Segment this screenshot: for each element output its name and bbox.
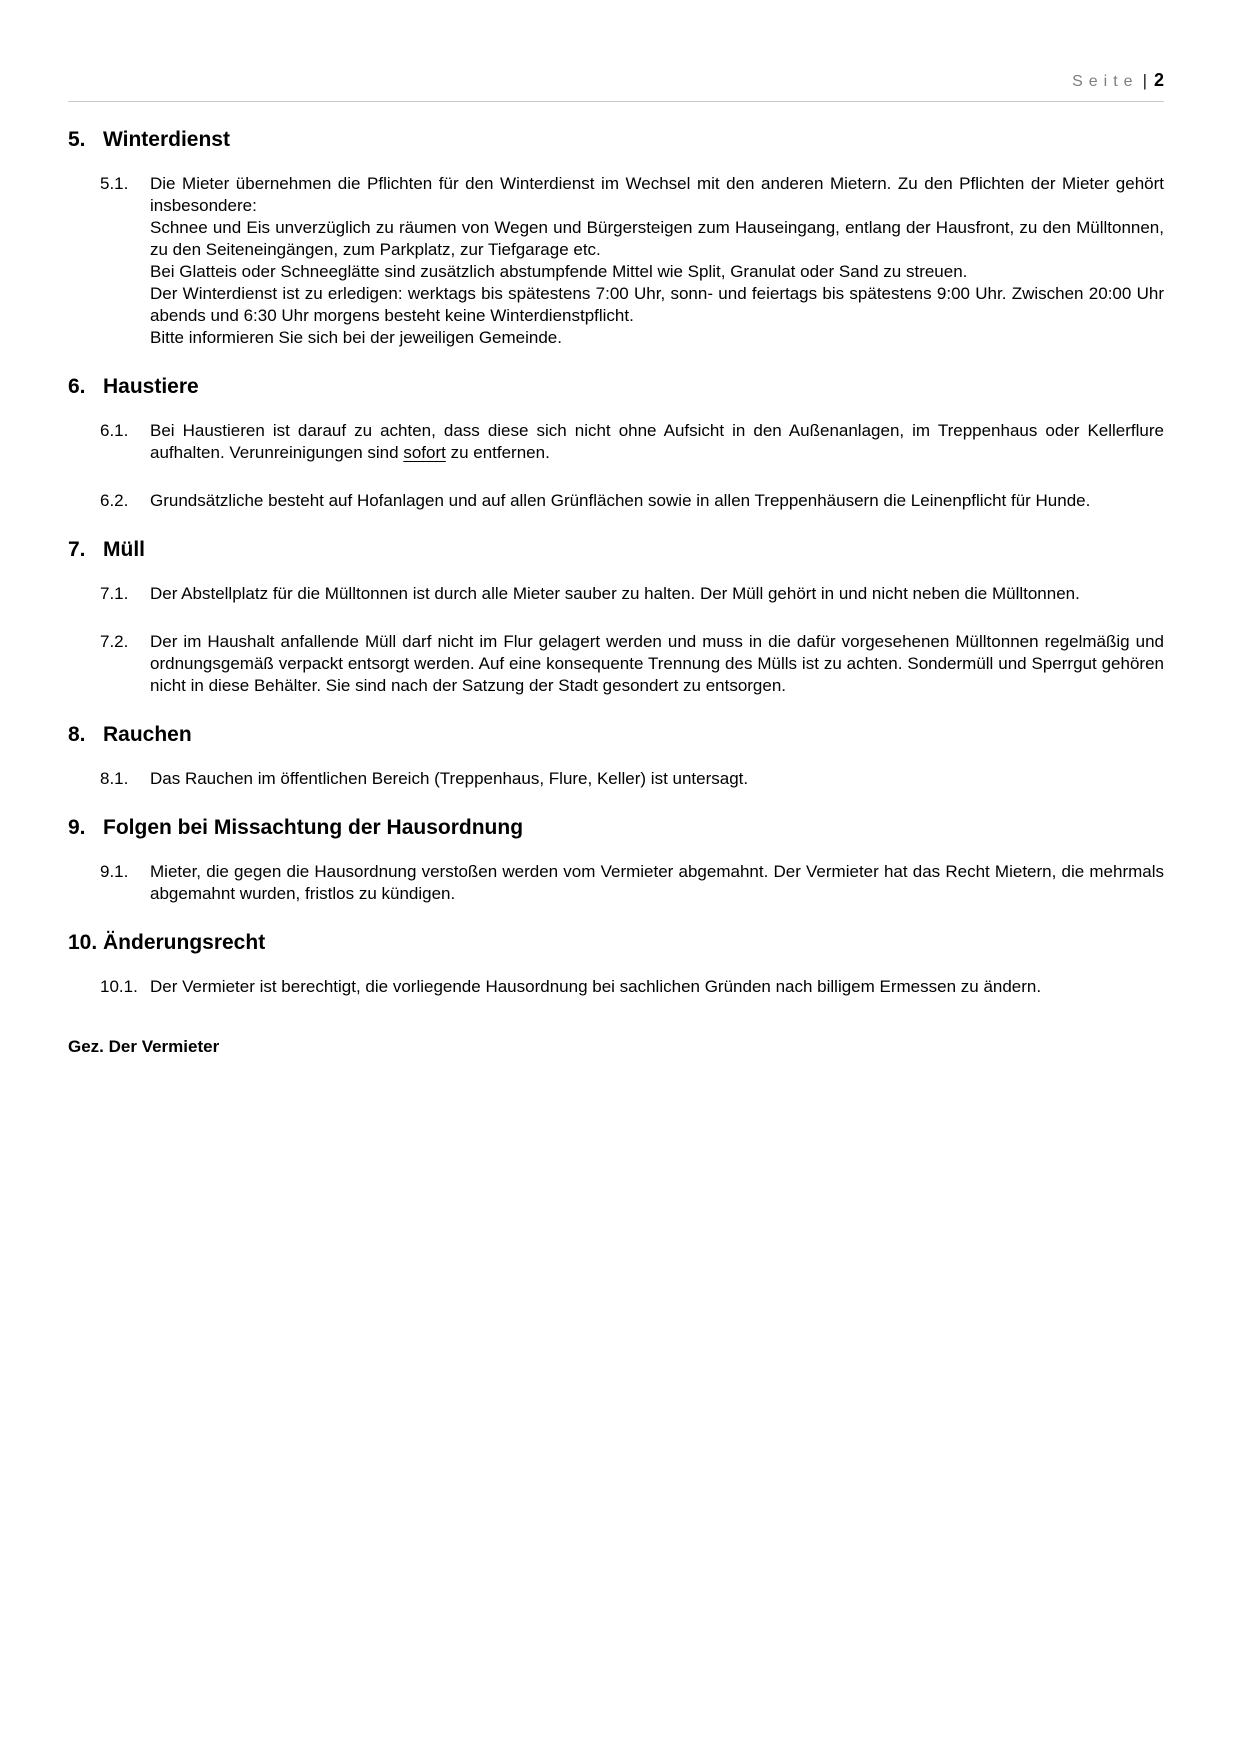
text-run: Der im Haushalt anfallende Müll darf nicht im Flur gelagert werden und muss in die dafür vorgesehenen Mülltonnen regelmäßig und ordnungsgemäß verpackt entsorgt werden. Auf eine konsequente Trennung des Mülls ist zu achten. Sondermüll und Sperrgut gehören nicht in diese Behälter. Sie sind nach der Satzung der Stadt gesondert zu entsorgen. (150, 632, 1164, 695)
text-run: Bitte informieren Sie sich bei der jeweiligen Gemeinde. (150, 328, 562, 347)
section-title: Folgen bei Missachtung der Hausordnung (103, 816, 524, 839)
item-number: 6.1. (100, 421, 129, 440)
list-item (100, 490, 1164, 512)
list-item (100, 768, 1164, 790)
text-run: Das Rauchen im öffentlichen Bereich (Treppenhaus, Flure, Keller) ist untersagt. (150, 769, 749, 788)
section (68, 816, 1164, 905)
item-text (150, 976, 1164, 998)
page-header-label: Seite (1072, 73, 1139, 90)
section (68, 128, 1164, 349)
section-title: Müll (103, 538, 145, 561)
section (68, 375, 1164, 512)
item-text-line (150, 976, 1164, 998)
list-item (100, 861, 1164, 905)
item-number: 5.1. (100, 174, 129, 193)
item-number: 7.1. (100, 584, 129, 603)
section-heading (68, 723, 1164, 747)
underlined-text: sofort (403, 443, 446, 462)
document-body (68, 128, 1164, 998)
item-text (150, 173, 1164, 349)
item-text-line (150, 173, 1164, 217)
item-text (150, 583, 1164, 605)
item-text (150, 631, 1164, 697)
item-text-line (150, 327, 1164, 349)
item-text-line (150, 861, 1164, 905)
section-title: Winterdienst (103, 128, 230, 151)
page-number: 2 (1153, 70, 1164, 90)
section (68, 723, 1164, 790)
item-text-line (150, 283, 1164, 327)
section-number: 8. (68, 723, 86, 746)
section-heading (68, 375, 1164, 399)
section-number: 5. (68, 128, 86, 151)
text-run: Die Mieter übernehmen die Pflichten für den Winterdienst im Wechsel mit den anderen Mietern. Zu den Pflichten der Mieter gehört insbesondere: (150, 174, 1164, 215)
text-run: Bei Glatteis oder Schneeglätte sind zusätzlich abstumpfende Mittel wie Split, Granulat oder Sand zu streuen. (150, 262, 968, 281)
item-number: 9.1. (100, 862, 129, 881)
list-item (100, 583, 1164, 605)
item-text-line (150, 490, 1164, 512)
item-text-line (150, 631, 1164, 697)
section-title: Rauchen (103, 723, 192, 746)
section-number: 7. (68, 538, 86, 561)
text-run: Mieter, die gegen die Hausordnung verstoßen werden vom Vermieter abgemahnt. Der Vermieter hat das Recht Mietern, die mehrmals abgemahnt wurden, fristlos zu kündigen. (150, 862, 1164, 903)
section-number: 6. (68, 375, 86, 398)
item-number: 10.1. (100, 977, 138, 996)
item-text (150, 490, 1164, 512)
section-number: 9. (68, 816, 86, 839)
list-item (100, 173, 1164, 349)
item-text-line (150, 583, 1164, 605)
item-number: 7.2. (100, 632, 129, 651)
page-header-separator: | (1142, 71, 1147, 90)
text-run: Der Vermieter ist berechtigt, die vorliegende Hausordnung bei sachlichen Gründen nach billigem Ermessen zu ändern. (150, 977, 1042, 996)
text-run: zu entfernen. (445, 443, 550, 462)
section (68, 931, 1164, 998)
section-heading (68, 931, 1164, 955)
list-item (100, 420, 1164, 464)
text-run: Der Winterdienst ist zu erledigen: werktags bis spätestens 7:00 Uhr, sonn- und feiertags bis spätestens 9:00 Uhr. Zwischen 20:00 Uhr abends und 6:30 Uhr morgens besteht keine Winterdienstpflicht. (150, 284, 1164, 325)
item-text (150, 861, 1164, 905)
signature-line: Gez. Der Vermieter (68, 1037, 220, 1056)
section-heading (68, 128, 1164, 152)
section-heading (68, 816, 1164, 840)
item-text-line (150, 768, 1164, 790)
item-text-line (150, 217, 1164, 261)
item-text (150, 420, 1164, 464)
section-heading (68, 538, 1164, 562)
list-item (100, 976, 1164, 998)
item-number: 8.1. (100, 769, 129, 788)
text-run: Der Abstellplatz für die Mülltonnen ist durch alle Mieter sauber zu halten. Der Müll gehört in und nicht neben die Mülltonnen. (150, 584, 1080, 603)
section-title: Änderungsrecht (103, 931, 266, 954)
item-number: 6.2. (100, 491, 129, 510)
page-header (68, 70, 1164, 102)
section-title: Haustiere (103, 375, 199, 398)
section-number: 10. (68, 931, 98, 954)
text-run: Schnee und Eis unverzüglich zu räumen von Wegen und Bürgersteigen zum Hauseingang, entlang der Hausfront, zu den Mülltonnen, zu den Seiteneingängen, zum Parkplatz, zur Tiefgarage etc. (150, 218, 1164, 259)
text-run: Bei Haustieren ist darauf zu achten, dass diese sich nicht ohne Aufsicht in den Außenanlagen, im Treppenhaus oder Kellerflure aufhalten. Verunreinigungen sind (150, 421, 1164, 462)
item-text-line (150, 261, 1164, 283)
list-item (100, 631, 1164, 697)
item-text-line (150, 420, 1164, 464)
text-run: Grundsätzliche besteht auf Hofanlagen und auf allen Grünflächen sowie in allen Treppenhäusern die Leinenpflicht für Hunde. (150, 491, 1091, 510)
section (68, 538, 1164, 697)
item-text (150, 768, 1164, 790)
